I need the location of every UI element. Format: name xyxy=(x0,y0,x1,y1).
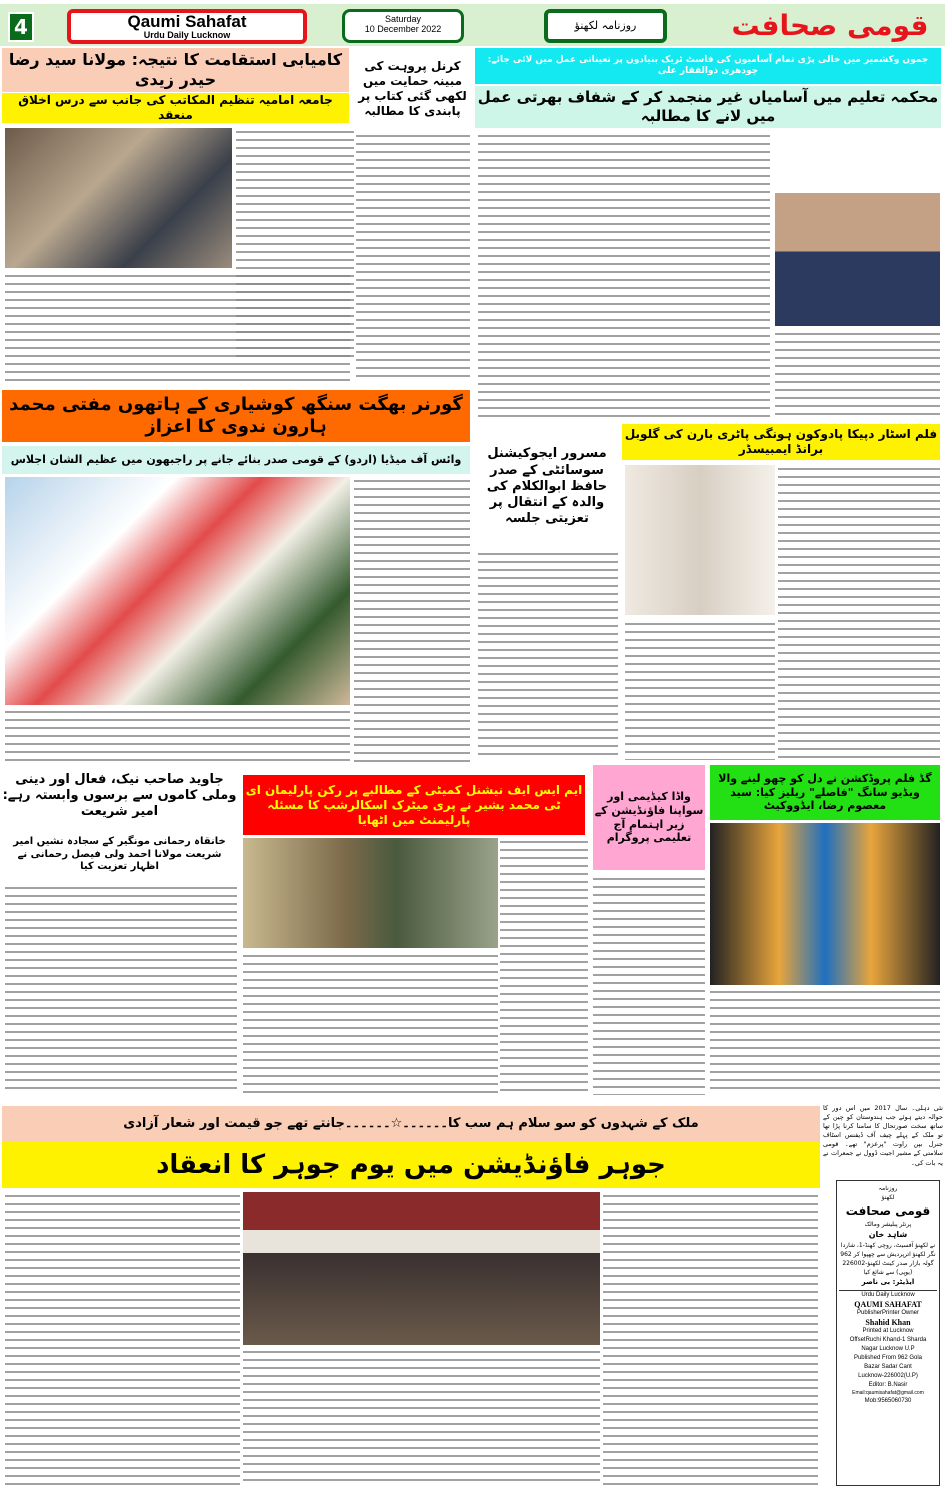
kashmir-body-text-2 xyxy=(775,330,940,420)
governor-subhead: وائس آف میڈیا (اردو) کے قومی صدر بنائے جانے پر راجبھون میں عظیم الشان اجلاس xyxy=(2,446,470,474)
zaidi-subhead: جامعہ امامیہ تنظیم المکاتب کی جانب سے درس اخلاق منعقد xyxy=(2,93,349,123)
imprint-address-urdu: نے لکھنؤ آفسیٹ، روچی کھنڈ-1، شاردا نگر لکھنؤ اترپردیش سے چھپوا کر 962 گولہ بازار صدر کینٹ لکھنؤ-226002 xyxy=(840,1242,936,1267)
side-brief: نئی دہلی۔ سال 2017 میں اس دور کا حوالہ دیتے ہوئے جب ہندوستان کو چین کے ساتھ سخت صورتحال کا سامنا کرنا پڑا تھا تو ملک کے پہلے چیف آف ڈیفنس اسٹاف جنرل بپن راوت "پرعزم" تھے۔ قومی سلامتی کے مشیر اجیت ڈوول نے جمعرات نے یہ بات کی۔ xyxy=(823,1104,943,1167)
imprint-en-owner: Shahid Khan xyxy=(865,1317,911,1327)
imprint-en-4: Printed at Lucknow xyxy=(862,1327,914,1334)
kashmir-body-text xyxy=(478,132,770,420)
purohit-body-text xyxy=(356,132,470,382)
english-subtitle: Urdu Daily Lucknow xyxy=(143,30,231,40)
kashmir-kicker: جموں وکشمیر میں خالی پڑی تمام آسامیوں کی فاسٹ ٹریک بنیادوں پر تعیناتی عمل میں لائی جائے: چودھری ذوالفقار علی xyxy=(475,48,941,84)
deepika-photo xyxy=(625,465,775,615)
goodfilm-body-text xyxy=(710,988,940,1094)
date: 10 December 2022 xyxy=(364,24,442,34)
johar-body-text-3 xyxy=(603,1192,818,1485)
johar-body-text xyxy=(5,1192,240,1485)
imprint-box xyxy=(836,1180,940,1486)
johar-banner: ملک کے شہدوں کو سو سلام ہم سب کا۔۔۔۔۔۔☆۔۔۔۔۔۔جانتے تھے جو قیمت اور شعار آزادی xyxy=(2,1106,820,1142)
johar-photo xyxy=(243,1192,600,1345)
goodfilm-headline: گڈ فلم پروڈکشن نے دل کو چھو لینے والا ویڈیو سانگ "فاصلے" ریلیز کیا: سید معصوم رضا، ایڈووکیٹ xyxy=(710,765,940,820)
goodfilm-photo xyxy=(710,823,940,985)
imprint-owner-urdu: شاہد خان xyxy=(868,1230,908,1239)
date-box xyxy=(342,9,464,43)
msf-headline: ایم ایس ایف نیشنل کمیٹی کے مطالبے پر رکن پارلیمان ای ٹی محمد بشیر نے پری میٹرک اسکالرشپ کا مسئلہ پارلیمنٹ میں اٹھایا xyxy=(243,775,585,835)
masroor-headline: مسرور ایجوکیشنل سوسائٹی کے صدر حافظ ابوالکلام کی والدہ کے انتقال پر تعزیتی جلسہ xyxy=(486,446,608,527)
governor-headline: گورنر بھگت سنگھ کوشیاری کے ہاتھوں مفتی محمد ہارون ندوی کا اعزاز xyxy=(2,390,470,442)
johar-body-text-2 xyxy=(243,1348,600,1485)
urdu-title: قومی صحافت xyxy=(731,8,929,42)
page-number: 4 xyxy=(8,12,34,42)
imprint-city: لکھنؤ xyxy=(881,1194,895,1201)
roznama-box: روزنامہ لکھنؤ xyxy=(544,9,667,43)
imprint-mobile: Mob:9565060730 xyxy=(864,1398,912,1404)
zaidi-body-text-2 xyxy=(5,272,350,382)
waada-headline: واڈا کیڈیمی اور سواپنا فاؤنڈیشن کے زیر اہتمام آج تعلیمی پروگرام xyxy=(593,765,705,870)
imprint-en-5: OffsetRuchi Khand-1 Sharda xyxy=(849,1336,927,1343)
waada-body-text xyxy=(593,875,705,1095)
imprint-en-6: Nagar Lucknow U.P xyxy=(861,1345,915,1352)
imprint-email: Email:qaumisahafat@gmail.com xyxy=(852,1389,924,1396)
governor-photo xyxy=(5,477,350,705)
kashmir-photo xyxy=(775,160,940,326)
johar-headline: جوہر فاؤنڈیشن میں یوم جوہر کا انعقاد xyxy=(2,1142,820,1188)
purohit-headline: کرنل پروہت کی مبینہ حمایت میں لکھی گئی کتاب پر پابندی کا مطالبہ xyxy=(358,59,467,118)
zaidi-headline: کامیابی استقامت کا نتیجہ: مولانا سید رضا حیدر زیدی xyxy=(2,48,349,92)
imprint-en-2: PublisherPrinter Owner xyxy=(856,1309,920,1316)
msf-photo xyxy=(243,838,498,948)
deepika-body-text-2 xyxy=(625,620,775,760)
governor-body-text xyxy=(354,477,470,762)
imprint-published-urdu: (یوپی) سے شائع کیا xyxy=(863,1269,913,1276)
english-title: Qaumi Sahafat xyxy=(127,12,247,31)
msf-body-text-2 xyxy=(243,952,498,1094)
english-title-box xyxy=(67,9,307,44)
javed-body-text xyxy=(5,884,237,1094)
imprint-en-editor: Editor: B.Nasir xyxy=(868,1381,908,1388)
imprint-publisher-label-urdu: پرنٹر پبلیشر ومالک xyxy=(864,1221,912,1228)
msf-body-text xyxy=(500,838,588,1094)
imprint-en-0: Urdu Daily Lucknow xyxy=(861,1291,915,1298)
imprint-en-8: Bazar Sadar Cant xyxy=(864,1363,912,1370)
zaidi-photo xyxy=(5,128,232,268)
javed-subhead: خانقاہ رحمانی مونگیر کے سجادہ نشیں امیر شریعت مولانا احمد ولی فیصل رحمانی نے اظہار تعزیت کیا xyxy=(13,836,226,873)
imprint-en-7: Published From 962 Gola xyxy=(853,1354,923,1361)
imprint-roznama: روزنامہ xyxy=(878,1185,898,1192)
masroor-body-text xyxy=(478,550,618,760)
kashmir-headline: محکمہ تعلیم میں آسامیاں غیر منجمد کر کے شفاف بھرتی عمل میں لانے کا مطالبہ xyxy=(475,86,941,128)
deepika-body-text xyxy=(778,465,940,760)
imprint-urdu-title: قومی صحافت xyxy=(845,1204,931,1218)
governor-body-text-2 xyxy=(5,708,350,763)
deepika-headline: فلم اسٹار دپیکا پادوکون ہونگی پاٹری بارن کی گلوبل برانڈ ایمبیسڈر xyxy=(622,424,940,460)
imprint-en-9: Lucknow-226002(U.P) xyxy=(858,1372,918,1379)
imprint-en-title: QAUMI SAHAFAT xyxy=(854,1299,922,1309)
javed-headline: جاوید صاحب نیک، فعال اور دینی وملی کاموں سے برسوں وابستہ رہے: امیر شریعت xyxy=(2,771,237,820)
imprint-editor-urdu: ایڈیٹر: بی ناصر xyxy=(839,1277,937,1291)
day: Saturday xyxy=(384,14,422,24)
